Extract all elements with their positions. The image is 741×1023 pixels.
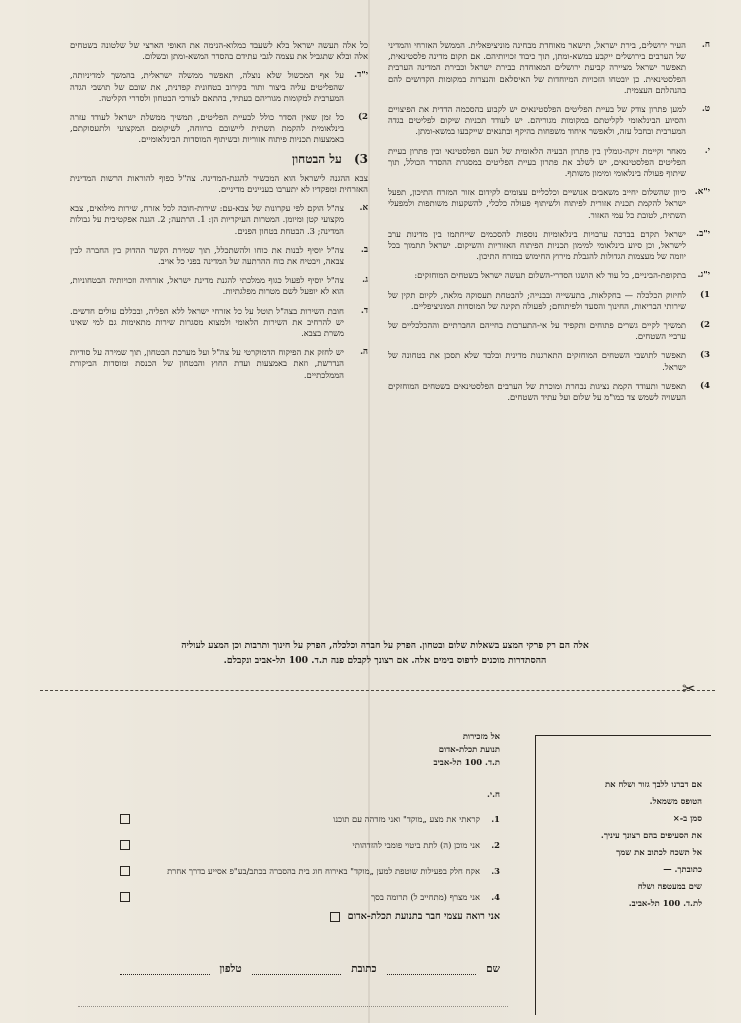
right-item — [388, 187, 710, 221]
security-item-marker: ד. — [360, 305, 368, 316]
question-checkbox[interactable] — [120, 814, 130, 824]
address-line: אל מזכירות — [462, 731, 500, 741]
bottom-note — [75, 638, 695, 668]
question-checkbox[interactable] — [120, 892, 130, 902]
coupon-line: שים במעטפה ושלח — [637, 881, 702, 891]
signature-row — [120, 963, 500, 975]
right-item-marker: י"ג. — [697, 270, 710, 281]
right-item — [388, 270, 710, 281]
name-field[interactable] — [387, 964, 477, 975]
address-label: כתובת — [351, 963, 377, 975]
security-item-text: צה"ל יוסיף לפעול כגוף ממלכתי להגנת מדינת ישראל, אזרחיה וזכויותיה הבטחוניות, הוא לא יופעל לשם מטרות מפלגתיות. — [70, 275, 344, 297]
security-item — [70, 347, 368, 381]
form-question — [120, 839, 500, 851]
membership-form — [120, 730, 500, 922]
right-item-marker: י. — [704, 145, 710, 156]
security-item-text: חובת השירות בצה"ל תוטל על כל אזרחי ישראל ללא הפליה, ובכללם עולים חדשים. יש להרחיב את השירות הלאומי ולמצוא מסגרות שירות מתאימות גם למי שאינו משרת בצבא. — [70, 305, 344, 339]
security-section-label: על הבטחון — [292, 151, 342, 166]
bleed-through-line — [78, 1006, 508, 1007]
name-label: שם — [486, 963, 500, 975]
security-item-marker: א. — [359, 203, 368, 214]
security-item-text: יש לחזק את הפיקוח הדמוקרטי על צה"ל ועל מערכת הבטחון, תוך שמירה על סודיות הנדרשת, וזאת באמצעות ועדת החוץ והבטחון של הכנסת ומוסדות הביקורת הממלכתיים. — [70, 347, 344, 380]
left-intro: כל אלה תעשה ישראל בלא לשעבד כמלוא-הנימה את האופי הארצי של שלטונה בשטחים אלה ובלא שתגביל את עצמה לגבי עתידם בהסדר המשא-ומתן ובשלום. — [70, 40, 368, 62]
right-item-text: למען פתרון צודק של בעיית הפליטים הפלסטינאים יש לקבוע בהסכמה הדדית את הפיצויים והסיוע הבינלאומי לקליטתם במקומות מגוריהם. יש לעודד תכניות שיקום לפליטים בגדה המערבית ובחבל עזה, ולאפשר איחוד משפחות בהיקף ובתנאים שייקבעו במשא-ומתן. — [388, 104, 686, 137]
security-item-text: צה"ל הוקם לפי עקרונות של צבא-עם: שירות-חובה לכל אזרח, שירות מילואים, צבא מקצועי קטן ומיומן. המטרות העיקריות הן: 1. הרתעה; 2. הגנה אפקטיבית על גבולות המדינה; 3. הבטחת בטחון הפנים. — [70, 203, 344, 236]
right-item-marker: ח. — [701, 40, 710, 50]
coupon-instructions-box — [535, 735, 711, 1015]
phone-field[interactable] — [120, 964, 210, 975]
form-question — [120, 891, 500, 903]
right-subitem — [388, 350, 710, 372]
form-question — [120, 813, 500, 825]
security-item-marker: ג. — [362, 275, 368, 286]
security-intro: צבא ההגנה לישראל הוא המכשיר להגנת-המדינה. צה"ל כפוף להוראות הרשות המדינית האזרחית ומפקדיו לא יתערבו בעניינים מדיניים. — [70, 172, 368, 195]
right-item — [388, 40, 710, 96]
security-item-text: צה"ל יוסיף לבנות את כוחו ולהשתכלל, תוך שמירת הקשר ההדוק בין החברה לבין צבאה, ויבטיח את כוח ההרתעה של המדינה בפני כל אויב. — [70, 244, 344, 267]
right-item-text: כיוון שהשלום יחייב משאבים אנושיים וכלכליים עצומים לקידום אזור המזרח התיכון, תפעל ישראל להקמת תכנית אזורית לפיתוח ולשיתוף פעולה כלכלי, להשקעות משותפות ולמפעלי תשתית, לטובת כל עמי האזור. — [388, 187, 686, 220]
question-text: אני מוכן (ה) לתת ביטוי פומבי להזדהותי — [352, 840, 480, 850]
left-column — [70, 40, 368, 389]
form-question — [120, 865, 500, 877]
question-text: אקח חלק בפעילות שוטפת למען „מוקד" באירוח חוג בית בהסברה בכתב/בע"פ אסייע בדרך אחרת — [167, 866, 480, 876]
cut-line — [40, 690, 715, 691]
right-subitem-text: תאפשר לתושבי השטחים המוחזקים התארגנות מדינית ובלבד שלא תסכן את בטחונה של ישראל. — [388, 350, 686, 372]
coupon-line: כתובתך. — — [663, 864, 702, 874]
address-field[interactable] — [252, 964, 342, 975]
question-checkbox[interactable] — [120, 866, 130, 876]
right-item-marker: י"ב. — [696, 228, 710, 239]
right-subitem — [388, 290, 710, 312]
right-item — [388, 229, 710, 263]
right-item-marker: י"א. — [694, 187, 710, 198]
coupon-line: את הסעיפים בהם רצונך עיניך. — [600, 830, 702, 840]
bottom-note-line-2: ההסתדרות מוכנים לדפוס בימים אלה. אם רצונך לקבלם פנה ת.ד. 100 תל-אביב ונקבלם. — [223, 655, 547, 666]
right-item-text: בתקופת-הביניים, כל עוד לא הושגו הסדרי-השלום תעשה ישראל בשטחים המוחזקים: — [414, 270, 686, 281]
bottom-note-line-1: אלה הם רק פרקי המצע בשאלות שלום ובטחון. הפרק על חברה וכלכלה, הפרק על חינוך ותרבות וכן המצע לעוליה — [181, 640, 589, 651]
security-item — [70, 245, 368, 267]
right-subitem-text: תאפשר ותעודד הקמת נציגות נבחרת ומוכרת של הערבים הפלסטינאים בשטחים המוחזקים העשויה לשמש צד במו"מ על שלום ועל עתיד השטחים. — [388, 380, 686, 403]
security-section-title — [70, 151, 368, 166]
phone-label: טלפון — [219, 963, 242, 975]
left-item-marker: 2) — [357, 112, 368, 123]
right-item-text: ישראל תקדם בברכה ערבויות בינלאומיות נוספות להסכמים שייחתמו בין מדינות ערב לישראל, וכן סיוע בינלאומי למימון תכניות הפיתוח האזוריות והשיקום. ישראל תתמוך בכל יוזמה של מעצמות הגדולות להגבלת מירוץ החימוש במזרח התיכון. — [388, 228, 686, 262]
security-section-number: 3) — [353, 151, 368, 166]
security-item — [70, 275, 368, 297]
coupon-line: אם דברנו ללבך גזור ושלח את — [605, 779, 702, 789]
question-text: קראתי את מצע „מוקד" ואני מזדהה עם תוכנו — [333, 814, 480, 824]
right-subitem-marker: 3) — [699, 350, 710, 361]
right-subitem — [388, 381, 710, 403]
left-item — [70, 112, 368, 146]
question-number: 3. — [491, 866, 500, 876]
left-item-text: כל זמן שאין הסדר כולל לבעיית הפליטים, תמשיך ממשלת ישראל לעודד עזרה בינלאומית להקמת תשתית ליישובם ברווחה, לשיקומם המקצועי ולתעסוקתם, באמצעות תכניות פיתוח אזוריות ובשיתוף המוסדות הבינלאומיים. — [70, 112, 344, 145]
coupon-line: הטופס משמאל. — [649, 796, 702, 806]
question-text: אני מצרף (מתחייב ל) תרומה בסך — [370, 892, 480, 902]
scissors-icon: ✂ — [682, 679, 696, 698]
form-salutation: ח.י. — [487, 789, 500, 799]
right-item-marker: ט. — [701, 104, 710, 115]
right-subitem-text: תמשיך לקיים גשרים פתוחים ותקפיד על אי-התערבות בחייהם החברתיים וההכלכליים של ערביי השטחים. — [388, 320, 686, 342]
member-label: אני רואה עצמי חבר בתנועת תכלת-אדום — [347, 911, 500, 922]
right-item — [388, 104, 710, 138]
member-line — [120, 911, 500, 922]
address-line: ת.ד. 100 תל-אביב — [433, 757, 500, 767]
security-item — [70, 306, 368, 340]
security-item-marker: ב. — [360, 244, 368, 255]
question-number: 4. — [491, 892, 500, 902]
coupon-line: לת.ד. 100 תל-אביב. — [628, 898, 702, 908]
address-line: תנועת תכלת-אדום — [438, 744, 500, 754]
coupon-line: סמן ב-× — [672, 813, 702, 823]
right-subitem-marker: 1) — [699, 289, 710, 300]
right-subitem-text: לחיזוק הכלכלה — בחקלאות, בתעשייה ובבנייה; להבטחת תעסוקה מלאה, לקיום תקין של שירותי הבריאות, החינוך והסעד ולפיתוחם; לפעולה תקינה של המוסדות המוניציפליים. — [388, 289, 686, 311]
right-subitem-marker: 2) — [699, 320, 710, 331]
right-subitem — [388, 320, 710, 342]
left-item-marker: י"ד. — [354, 70, 368, 81]
member-checkbox[interactable] — [330, 912, 340, 922]
security-item-marker: ה. — [360, 347, 368, 358]
right-item-text: מאחר וקיימת זיקה-גומלין בין פתרון הבעיה הלאומית של העם הפלסטינאי ובין פתרון בעיית הפליטים הפלסטינאים, יש לשלב את פתרון בעיית הפליטים במסגרת ההסדר הכולל, תוך שיתוף פעולה בינלאומי ומימון משותף. — [388, 145, 686, 179]
question-number: 2. — [491, 840, 500, 850]
security-item — [70, 203, 368, 237]
right-item-text: העיר ירושלים, בירת ישראל, תישאר מאוחדת מבחינה מוניציפאלית. הממשל האזרחי והמדיני של הערבים בירושלים ייקבע במשא-ומתן, תוך כיבוד זכויותיהם. אם תקום מדינה פלסטינאית, תאפשר ישראל מציירה קביעת ירושלים המאוחדת כבירת ישראל וכבירת המדינה הערבית הפלסטינאית. כן יובטחו הזכויות המיוחדות של האיסלאם והנצרות במקומות הקדושים להם בהנהלתם העצמית. — [388, 40, 686, 95]
right-item — [388, 146, 710, 180]
question-checkbox[interactable] — [120, 840, 130, 850]
question-number: 1. — [491, 814, 500, 824]
right-column — [388, 40, 710, 411]
right-subitem-marker: 4) — [699, 380, 710, 391]
left-item — [70, 70, 368, 104]
coupon-line: אל תשכח לכתוב את שמך — [616, 847, 702, 857]
left-item-text: על אף המכשול שלא נוצלה, תאפשר ממשלה ישראלית, בהמשך למדיניותה, שהפליטים עליה ביצור ותור בקירוב בטחונית קפדנית, את שובם של תושבי הגדה המערבית למקומות מגוריהם בעתיד, בהתאם לצורכי הבטחון ולסדרי הקליטה. — [70, 70, 344, 103]
